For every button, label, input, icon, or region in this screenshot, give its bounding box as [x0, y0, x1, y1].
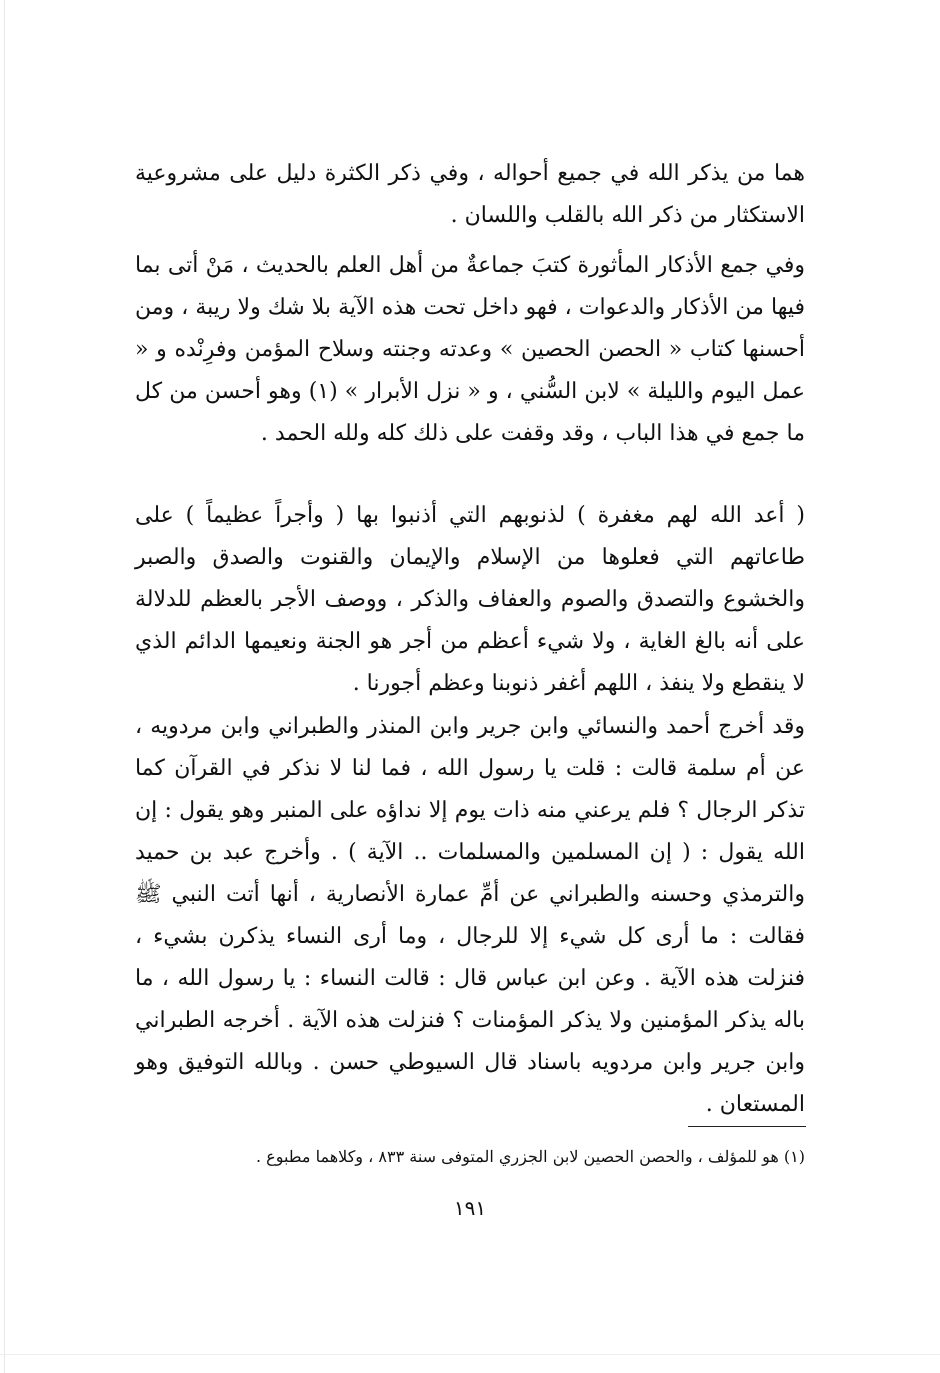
paragraph-2: وفي جمع الأذكار المأثورة كتبَ جماعةٌ من أهل العلم بالحديث ، مَنْ أتى بما فيها من الأذكار والدعوات ، فهو داخل تحت هذه الآية بلا شك ولا ريبة ، ومن أحسنها كتاب « الحصن الحصين » وعدته وجنته وسلاح المؤمن وفرِنْده و « عمل اليوم والليلة » لابن السُّني ، و « نزل الأبرار » (١) وهو أحسن من كل ما جمع في هذا الباب ، وقد وقفت على ذلك كله ولله الحمد .	[135, 253, 805, 446]
footnote-separator	[688, 1126, 806, 1127]
paragraph-3: ( أعد الله لهم مغفرة ) لذنوبهم التي أذنبوا بها ( وأجراً عظيماً ) على طاعاتهم التي فعلوها من الإسلام والإيمان والقنوت والصدق والصبر والخشوع والتصدق والصوم والعفاف والذكر ، ووصف الأجر بالعظم للدلالة على أنه بالغ الغاية ، ولا شيء أعظم من أجر هو الجنة ونعيمها الدائم الذي لا ينقطع ولا ينفذ ، اللهم أغفر ذنوبنا وعظم أجورنا .	[135, 503, 806, 696]
paragraph-4: وقد أخرج أحمد والنسائي وابن جرير وابن المنذر والطبراني وابن مردويه ، عن أم سلمة قالت : قلت يا رسول الله ، فما لنا لا نذكر في القرآن كما تذكر الرجال ؟ فلم يرعني منه ذات يوم إلا نداؤه على المنبر وهو يقول : إن الله يقول : ( إن المسلمين والمسلمات .. الآية ) . وأخرج عبد بن حميد والترمذي وحسنه والطبراني عن أمِّ عمارة الأنصارية ، أنها أتت النبي ﷺ فقالت : ما أرى كل شيء إلا للرجال ، وما أرى النساء يذكرن بشيء ، فنزلت هذه الآية . وعن ابن عباس قال : قالت النساء : يا رسول الله ، ما باله يذكر المؤمنين ولا يذكر المؤمنات ؟ فنزلت هذه الآية . أخرجه الطبراني وابن جرير وابن مردويه باسناد قال السيوطي حسن . وبالله التوفيق وهو المستعان .	[135, 714, 805, 1117]
page-number: ١٩١	[453, 1196, 487, 1220]
scan-edge-left	[4, 0, 5, 1373]
footnote: (١) هو للمؤلف ، والحصن الحصين لابن الجزري المتوفى سنة ٨٣٣ ، وكلاهما مطبوع .	[255, 1147, 805, 1166]
paragraph-1: هما من يذكر الله في جميع أحواله ، وفي ذكر الكثرة دليل على مشروعية الاستكثار من ذكر الله بالقلب واللسان .	[135, 161, 805, 228]
scan-edge-bottom	[0, 1354, 940, 1355]
